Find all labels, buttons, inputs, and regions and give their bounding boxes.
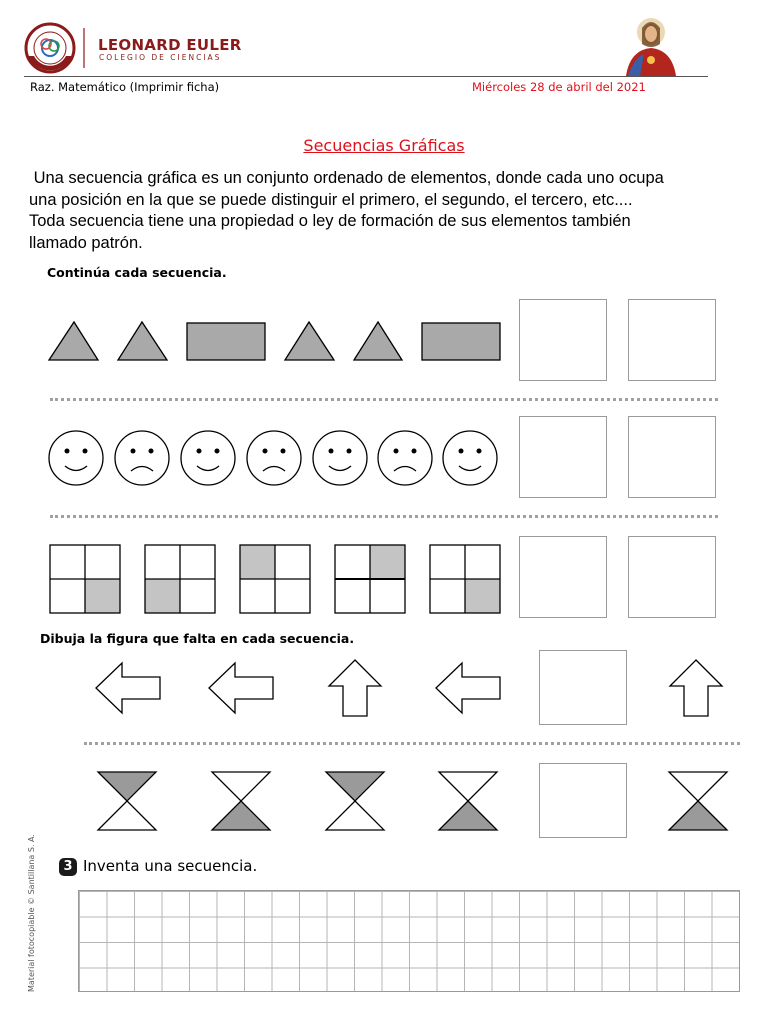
intro-line: Toda secuencia tiene una propiedad o ley de formación de sus elementos también — [29, 212, 631, 230]
page-title: Secuencias Gráficas — [303, 136, 465, 155]
arrow-left-icon — [96, 663, 160, 713]
happy-face-icon — [49, 431, 103, 485]
rectangle-shape — [187, 323, 265, 360]
dotted-divider — [84, 742, 740, 745]
happy-face-icon — [181, 431, 235, 485]
dotted-divider — [50, 515, 718, 518]
happy-face-icon — [313, 431, 367, 485]
missing-figure-box[interactable] — [539, 763, 627, 838]
arrow-left-icon — [436, 663, 500, 713]
happy-face-icon — [443, 431, 497, 485]
exercise-number-badge: 3 — [59, 858, 77, 876]
sequence-row-hourglasses — [0, 765, 768, 835]
section1-instruction: Continúa cada secuencia. — [47, 265, 227, 280]
drawing-grid[interactable] — [78, 890, 740, 992]
answer-box[interactable] — [519, 416, 607, 498]
quadrant-square — [335, 545, 405, 613]
answer-box[interactable] — [519, 536, 607, 618]
sad-face-icon — [378, 431, 432, 485]
triangle-shape — [49, 322, 98, 360]
answer-box[interactable] — [628, 416, 716, 498]
answer-box[interactable] — [519, 299, 607, 381]
hourglass-icon — [98, 772, 156, 830]
intro-paragraph — [29, 168, 729, 254]
religious-image — [620, 14, 682, 76]
quadrant-square — [430, 545, 500, 613]
answer-box[interactable] — [628, 299, 716, 381]
header-divider — [24, 76, 708, 77]
school-subtitle: COLEGIO DE CIENCIAS — [99, 53, 222, 62]
section3-instruction: Inventa una secuencia. — [83, 857, 258, 875]
rectangle-shape — [422, 323, 500, 360]
triangle-shape — [285, 322, 334, 360]
sequence-row-arrows — [0, 655, 768, 725]
arrow-left-icon — [209, 663, 273, 713]
triangle-shape — [354, 322, 402, 360]
quadrant-square — [240, 545, 310, 613]
sad-face-icon — [247, 431, 301, 485]
intro-line: una posición en la que se puede distinguir el primero, el segundo, el tercero, etc.... — [29, 190, 633, 209]
answer-box[interactable] — [628, 536, 716, 618]
triangle-shape — [118, 322, 167, 360]
sad-face-icon — [115, 431, 169, 485]
intro-line: llamado patrón. — [29, 233, 143, 252]
quadrant-square — [145, 545, 215, 613]
missing-figure-box[interactable] — [539, 650, 627, 725]
hourglass-icon — [669, 772, 727, 830]
arrow-up-icon — [329, 660, 381, 716]
hourglass-icon — [212, 772, 270, 830]
subject-label: Raz. Matemático (Imprimir ficha) — [30, 80, 220, 94]
copyright-note: Material fotocopiable © Santillana S. A. — [27, 834, 36, 992]
hourglass-icon — [326, 772, 384, 830]
school-logo — [24, 22, 92, 74]
quadrant-square — [50, 545, 120, 613]
section2-instruction: Dibuja la figura que falta en cada secuencia. — [40, 631, 355, 646]
arrow-up-icon — [670, 660, 722, 716]
date-label: Miércoles 28 de abril del 2021 — [472, 80, 646, 94]
hourglass-icon — [439, 772, 497, 830]
dotted-divider — [50, 398, 718, 401]
intro-line: Una secuencia gráfica es un conjunto ordenado de elementos, donde cada uno ocupa — [29, 169, 664, 187]
school-name: LEONARD EULER — [98, 36, 242, 54]
